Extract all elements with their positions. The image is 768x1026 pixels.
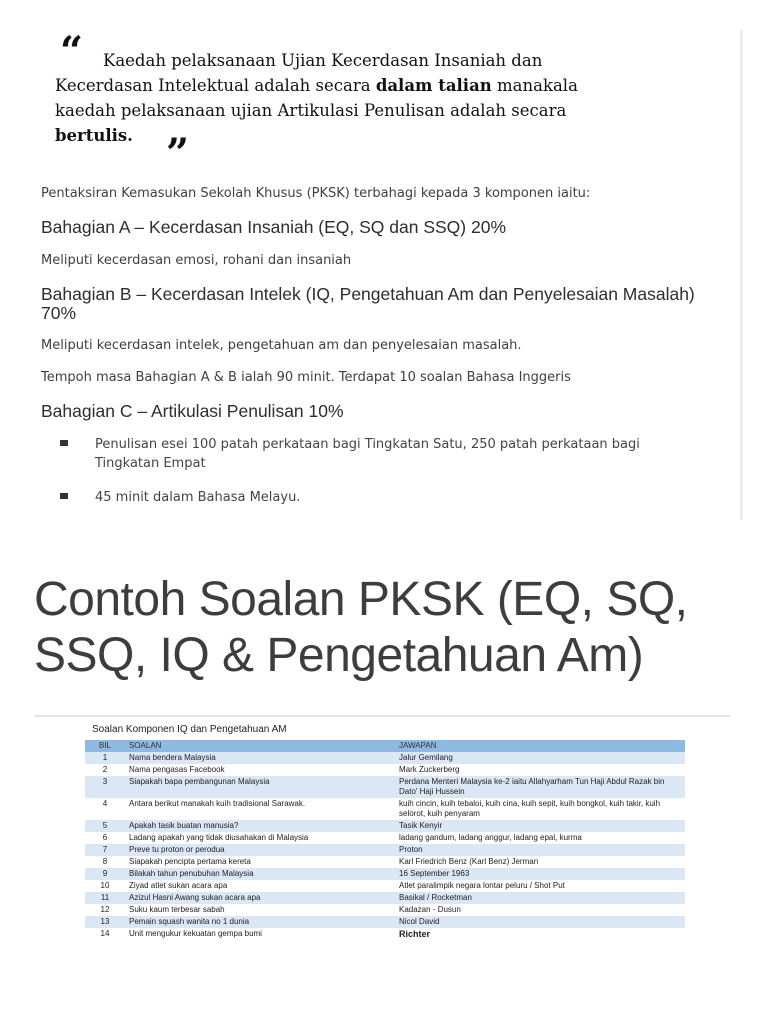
row-number: 10 (85, 880, 125, 892)
table-row (85, 868, 685, 880)
table-header-row (85, 740, 685, 752)
row-answer: Nicol David (395, 916, 685, 928)
row-question: Siapakah pencipta pertama kereta (125, 856, 395, 868)
header-bil: BIL (85, 740, 125, 752)
section-a-description: Meliputi kecerdasan emosi, rohani dan insaniah (41, 253, 352, 268)
row-number: 3 (85, 776, 125, 798)
table-row (85, 904, 685, 916)
row-question: Preve tu proton or perodua (125, 844, 395, 856)
duration-text: Tempoh masa Bahagian A & B ialah 90 minit. Terdapat 10 soalan Bahasa Inggeris (41, 370, 571, 385)
row-question: Bilakah tahun penubuhan Malaysia (125, 868, 395, 880)
row-question: Suku kaum terbesar sabah (125, 904, 395, 916)
row-answer: Proton (395, 844, 685, 856)
row-number: 2 (85, 764, 125, 776)
row-answer: Basikal / Rocketman (395, 892, 685, 904)
row-answer: Richter (395, 928, 685, 940)
quote-line-2 (55, 73, 675, 98)
table-row (85, 776, 685, 798)
page-title: Contoh Soalan PKSK (EQ, SQ, SSQ, IQ & Pengetahuan Am) (34, 573, 688, 682)
row-question: Azizul Hasni Awang sukan acara apa (125, 892, 395, 904)
header-jawapan: JAWAPAN (395, 740, 685, 752)
quote-line-4 (55, 123, 675, 148)
row-question: Siapakah bapa pembangunan Malaysia (125, 776, 395, 798)
row-number: 9 (85, 868, 125, 880)
bullet-marker (60, 440, 68, 446)
quote-line-1: Kaedah pelaksanaan Ujian Kecerdasan Insaniah dan (103, 51, 543, 70)
row-number: 13 (85, 916, 125, 928)
row-question: Ladang apakah yang tidak diusahakan di Malaysia (125, 832, 395, 844)
table-row (85, 916, 685, 928)
row-question: Nama bendera Malaysia (125, 752, 395, 764)
row-answer: 16 September 1963 (395, 868, 685, 880)
quote-emphasis-written: bertulis. (55, 126, 133, 145)
quote-block (55, 48, 675, 148)
table-row (85, 832, 685, 844)
row-question: Pemain squash wanita no 1 dunia (125, 916, 395, 928)
row-number: 1 (85, 752, 125, 764)
quote-line-2-tail: manakala (491, 76, 578, 95)
bullet-duration: 45 minit dalam Bahasa Melayu. (95, 490, 301, 505)
row-number: 11 (85, 892, 125, 904)
row-number: 7 (85, 844, 125, 856)
row-question: Ziyad atlet sukan acara apa (125, 880, 395, 892)
row-question: Unit mengukur kekuatan gempa bumi (125, 928, 395, 940)
row-answer: Karl Friedrich Benz (Karl Benz) Jerman (395, 856, 685, 868)
table-caption: Soalan Komponen IQ dan Pengetahuan AM (92, 724, 287, 735)
row-question: Antara berikut manakah kuih tradisional Sarawak. (125, 798, 395, 820)
row-answer: Tasik Kenyir (395, 820, 685, 832)
section-c-heading: Bahagian C – Artikulasi Penulisan 10% (41, 401, 344, 421)
table-row (85, 798, 685, 820)
intro-text: Pentaksiran Kemasukan Sekolah Khusus (PKSK) terbahagi kepada 3 komponen iaitu: (41, 186, 591, 201)
quote-line-3: kaedah pelaksanaan ujian Artikulasi Penulisan adalah secara (55, 101, 567, 120)
header-soalan: SOALAN (125, 740, 395, 752)
bullet-essay: Penulisan esei 100 patah perkataan bagi Tingkatan Satu, 250 patah perkataan bagi Tingkatan Empat (95, 437, 640, 471)
table-row (85, 892, 685, 904)
table-row (85, 856, 685, 868)
row-answer: ladang gandum, ladang anggur, ladang epal, kurma (395, 832, 685, 844)
section-b-description: Meliputi kecerdasan intelek, pengetahuan am dan penyelesaian masalah. (41, 338, 522, 353)
row-question: Apakah tasik buatan manusia? (125, 820, 395, 832)
row-answer: Kadazan - Dusun (395, 904, 685, 916)
section-b-heading: Bahagian B – Kecerdasan Intelek (IQ, Pengetahuan Am dan Penyelesaian Masalah) 70% (41, 284, 695, 323)
quote-line-2-text: Kecerdasan Intelektual adalah secara (55, 76, 376, 95)
row-answer: Mark Zuckerberg (395, 764, 685, 776)
table-row (85, 764, 685, 776)
row-answer: Atlet paralimpik negara lontar peluru / Shot Put (395, 880, 685, 892)
section-a-heading: Bahagian A – Kecerdasan Insaniah (EQ, SQ dan SSQ) 20% (41, 217, 507, 237)
panel-shadow (740, 30, 743, 520)
table-row (85, 928, 685, 940)
row-number: 5 (85, 820, 125, 832)
close-quote-mark: ” (166, 130, 190, 177)
question-table (85, 740, 685, 940)
open-quote-mark: “ (60, 28, 84, 75)
row-number: 6 (85, 832, 125, 844)
row-number: 14 (85, 928, 125, 940)
row-answer: kuih cincin, kuih tebaloi, kuih cina, kuih sepit, kuih bongkol, kuih takir, kuih selorot, kuih penyaram (395, 798, 685, 820)
table-row (85, 844, 685, 856)
quote-emphasis-online: dalam talian (375, 76, 492, 95)
row-answer: Perdana Menteri Malaysia ke-2 iaitu Allahyarham Tun Haji Abdul Razak bin Dato' Haji Hussein (395, 776, 685, 798)
row-answer: Jalur Gemilang (395, 752, 685, 764)
row-number: 8 (85, 856, 125, 868)
bullet-marker (60, 493, 68, 499)
row-question: Nama pengasas Facebook (125, 764, 395, 776)
row-number: 4 (85, 798, 125, 820)
table-row (85, 752, 685, 764)
table-row (85, 820, 685, 832)
row-number: 12 (85, 904, 125, 916)
table-row (85, 880, 685, 892)
